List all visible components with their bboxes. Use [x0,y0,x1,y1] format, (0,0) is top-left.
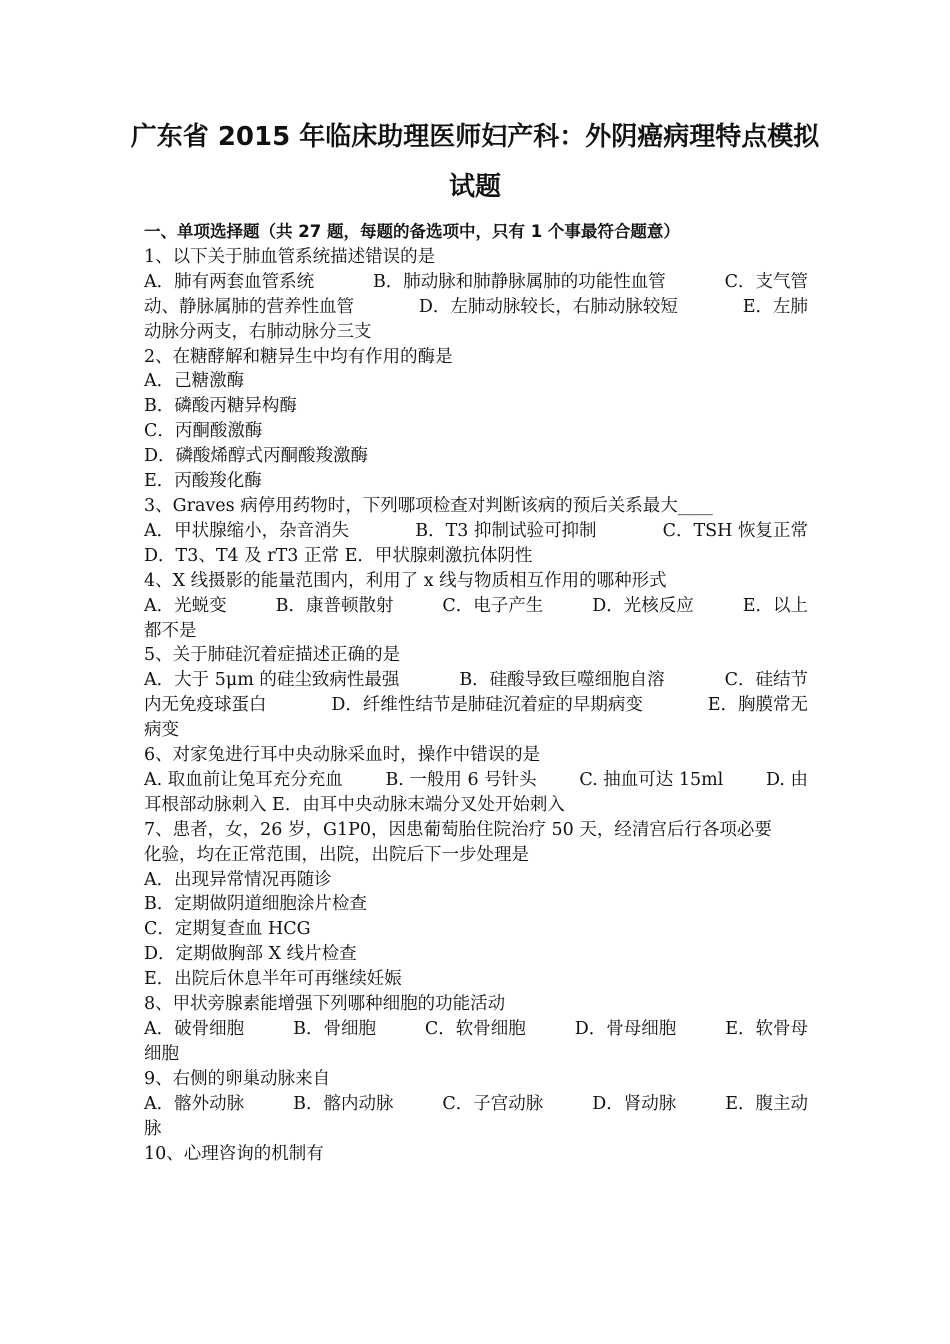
question-3-options-line-2: D．T3、T4 及 rT3 正常 E．甲状腺刺激抗体阴性 [144,545,533,566]
question-6-options-line-1 [144,768,808,793]
question-8-options-line-1 [144,1017,808,1042]
question-8-options-line-2: 细胞 [144,1043,179,1064]
option: C．电子产生 [442,595,544,616]
option: D．光核反应 [592,595,694,616]
option: B．硅酸导致巨噬细胞自溶 [459,670,665,691]
question-9-options-line-1 [144,1092,808,1117]
question-4-options-line-1 [144,594,808,619]
question-5-options-line-3: 病变 [144,720,179,741]
option: D．肾动脉 [592,1093,677,1114]
option: E．以上 [742,595,808,616]
question-9-stem: 9、右侧的卵巢动脉来自 [144,1068,331,1089]
option: A. 取血前让兔耳充分充血 [144,769,343,790]
option: D. 由 [765,769,808,790]
question-2-option-c: C．丙酮酸激酶 [144,421,263,442]
option: E．软骨母 [725,1019,808,1039]
question-7-stem-line-1: 7、患者，女，26 岁，G1P0，因患葡萄胎住院治疗 50 天，经清宫后行各项必要 [144,819,772,840]
question-2-stem: 2、在糖酵解和糖异生中均有作用的酶是 [144,346,453,367]
document-body [144,220,808,1166]
question-4-options-line-2: 都不是 [144,620,197,641]
question-9-options-line-2: 脉 [144,1118,162,1139]
option: E．左肺 [742,296,808,317]
question-7-option-b: B．定期做阴道细胞涂片检查 [144,894,367,915]
question-2-option-b: B．磷酸丙糖异构酶 [144,396,297,417]
option: A．大于 5μm 的硅尘致病性最强 [144,670,400,691]
option: A．光蜕变 [144,595,227,616]
question-4-stem: 4、X 线摄影的能量范围内，利用了 x 线与物质相互作用的哪种形式 [144,570,667,591]
option: B．康普顿散射 [275,595,394,616]
option: B．骨细胞 [293,1019,376,1039]
option: E．胸膜常无 [707,695,808,716]
question-5-options-line-2 [144,693,808,718]
question-3-stem: 3、Graves 病停用药物时，下列哪项检查对判断该病的预后关系最大____ [144,495,713,516]
option: C．TSH 恢复正常 [662,520,808,541]
question-3-options-line-1 [144,519,808,544]
option: C．支气管 [724,271,808,292]
question-7-option-a: A．出现异常情况再随诊 [144,869,332,890]
question-7-stem-line-2: 化验，均在正常范围，出院，出院后下一步处理是 [144,844,529,865]
question-7-option-c: C．定期复查血 HCG [144,919,311,940]
question-2-option-e: E．丙酸羧化酶 [144,471,262,492]
question-10-stem: 10、心理咨询的机制有 [144,1143,324,1164]
title-line-2: 试题 [448,172,501,202]
option: A．髂外动脉 [144,1093,245,1114]
question-5-stem: 5、关于肺硅沉着症描述正确的是 [144,645,401,666]
option: 动、静脉属肺的营养性血管 [144,296,354,317]
option: B．T3 抑制试验可抑制 [415,520,597,541]
option: A．肺有两套血管系统 [144,271,315,292]
question-6-stem: 6、对家兔进行耳中央动脉采血时，操作中错误的是 [144,745,541,766]
question-2-option-d: D．磷酸烯醇式丙酮酸羧激酶 [144,446,369,467]
option: A．甲状腺缩小，杂音消失 [144,520,350,541]
question-1-stem: 1、以下关于肺血管系统描述错误的是 [144,246,436,267]
question-7-option-d: D．定期做胸部 X 线片检查 [144,944,357,965]
option: D．纤维性结节是肺硅沉着症的早期病变 [331,695,643,716]
question-1-options-line-3: 动脉分两支，右肺动脉分三支 [144,321,372,342]
option: B．肺动脉和肺静脉属肺的功能性血管 [372,271,666,292]
option: D．骨母细胞 [574,1019,677,1039]
option: C．子宫动脉 [442,1093,544,1114]
question-2-option-a: A．己糖激酶 [144,371,245,392]
option: B．髂内动脉 [293,1093,394,1114]
option: C．软骨细胞 [424,1019,526,1039]
option: 内无免疫球蛋白 [144,695,267,716]
question-6-options-line-2: 耳根部动脉刺入 E．由耳中央动脉末端分叉处开始刺入 [144,794,565,815]
option: D．左肺动脉较长，右肺动脉较短 [418,296,678,317]
document-title [120,112,830,212]
question-1-options-line-2 [144,295,808,320]
title-line-1: 广东省 2015 年临床助理医师妇产科：外阴癌病理特点模拟 [130,122,820,152]
option: C. 抽血可达 15ml [579,769,724,790]
question-8-stem: 8、甲状旁腺素能增强下列哪种细胞的功能活动 [144,994,506,1015]
section-heading: 一、单项选择题（共 27 题，每题的备选项中，只有 1 个事最符合题意） [144,222,680,241]
question-5-options-line-1 [144,668,808,693]
option: C．硅结节 [724,670,808,691]
option: B. 一般用 6 号针头 [385,769,537,790]
question-7-option-e: E．出院后休息半年可再继续妊娠 [144,969,402,990]
option: A．破骨细胞 [144,1019,245,1039]
question-1-options-line-1 [144,270,808,295]
option: E．腹主动 [725,1093,808,1114]
